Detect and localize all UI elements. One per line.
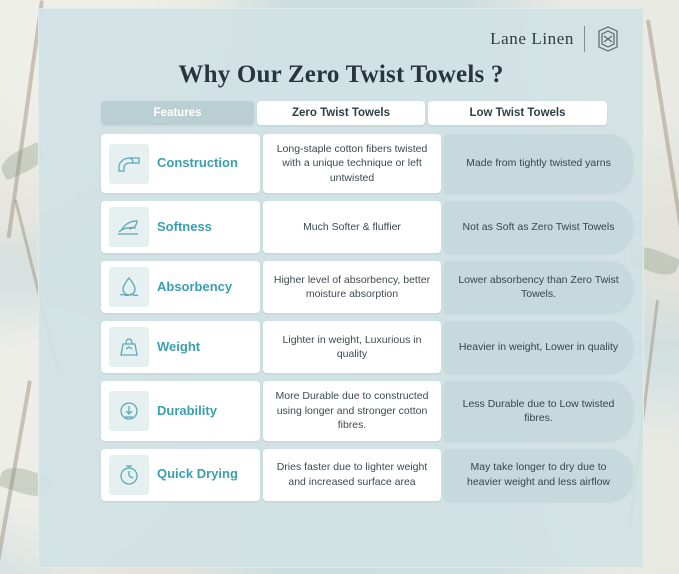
stopwatch-drop-icon — [109, 455, 149, 495]
brand-lockup — [490, 25, 621, 53]
feature-cell — [101, 201, 260, 253]
feature-cell — [101, 449, 260, 501]
comparison-card — [38, 8, 644, 568]
zero-twist-cell: Higher level of absorbency, better moisture absorption — [263, 261, 441, 313]
low-twist-cell: Made from tightly twisted yarns — [444, 134, 633, 193]
column-header-features: Features — [101, 101, 254, 125]
folded-towel-icon — [109, 144, 149, 184]
feature-cell — [101, 261, 260, 313]
table-header-row — [101, 101, 583, 125]
zero-twist-cell: Much Softer & fluffier — [263, 201, 441, 253]
durability-shield-arrow-icon — [109, 391, 149, 431]
column-header-low-twist: Low Twist Towels — [428, 101, 607, 125]
comparison-table — [101, 101, 619, 509]
feature-label: Weight — [157, 338, 201, 354]
feature-cell — [101, 134, 260, 193]
zero-twist-cell: More Durable due to constructed using longer and stronger cotton fibres. — [263, 381, 441, 440]
knot-monogram-icon — [595, 25, 621, 53]
table-row — [101, 261, 619, 313]
page-title: Why Our Zero Twist Towels ? — [178, 61, 504, 88]
table-row — [101, 201, 615, 253]
feature-cell — [101, 321, 260, 373]
water-drop-absorb-icon — [109, 267, 149, 307]
feature-cell — [101, 381, 260, 440]
feature-label: Softness — [157, 218, 212, 234]
column-header-zero-twist: Zero Twist Towels — [257, 101, 425, 125]
feature-label: Absorbency — [157, 278, 233, 294]
feature-label: Construction — [157, 155, 238, 171]
zero-twist-cell: Lighter in weight, Luxurious in quality — [263, 321, 441, 373]
table-row — [101, 381, 615, 440]
brand-divider — [584, 26, 585, 52]
soft-hand-feather-icon — [109, 207, 149, 247]
zero-twist-cell: Long-staple cotton fibers twisted with a unique technique or left untwisted — [263, 134, 441, 193]
brand-name: Lane Linen — [490, 29, 574, 48]
table-row — [101, 321, 619, 373]
low-twist-cell: May take longer to dry due to heavier weight and less airflow — [444, 449, 633, 501]
decorative-branch — [646, 19, 679, 276]
table-row — [101, 134, 611, 193]
feature-label: Quick Drying — [157, 466, 238, 482]
table-row — [101, 449, 610, 501]
low-twist-cell: Less Durable due to Low twisted fibres. — [444, 381, 633, 440]
weighing-scale-icon — [109, 327, 149, 367]
low-twist-cell: Heavier in weight, Lower in quality — [444, 321, 633, 373]
feature-label: Durability — [157, 402, 217, 418]
low-twist-cell: Lower absorbency than Zero Twist Towels. — [444, 261, 633, 313]
low-twist-cell: Not as Soft as Zero Twist Towels — [444, 201, 633, 253]
zero-twist-cell: Dries faster due to lighter weight and increased surface area — [263, 449, 441, 501]
